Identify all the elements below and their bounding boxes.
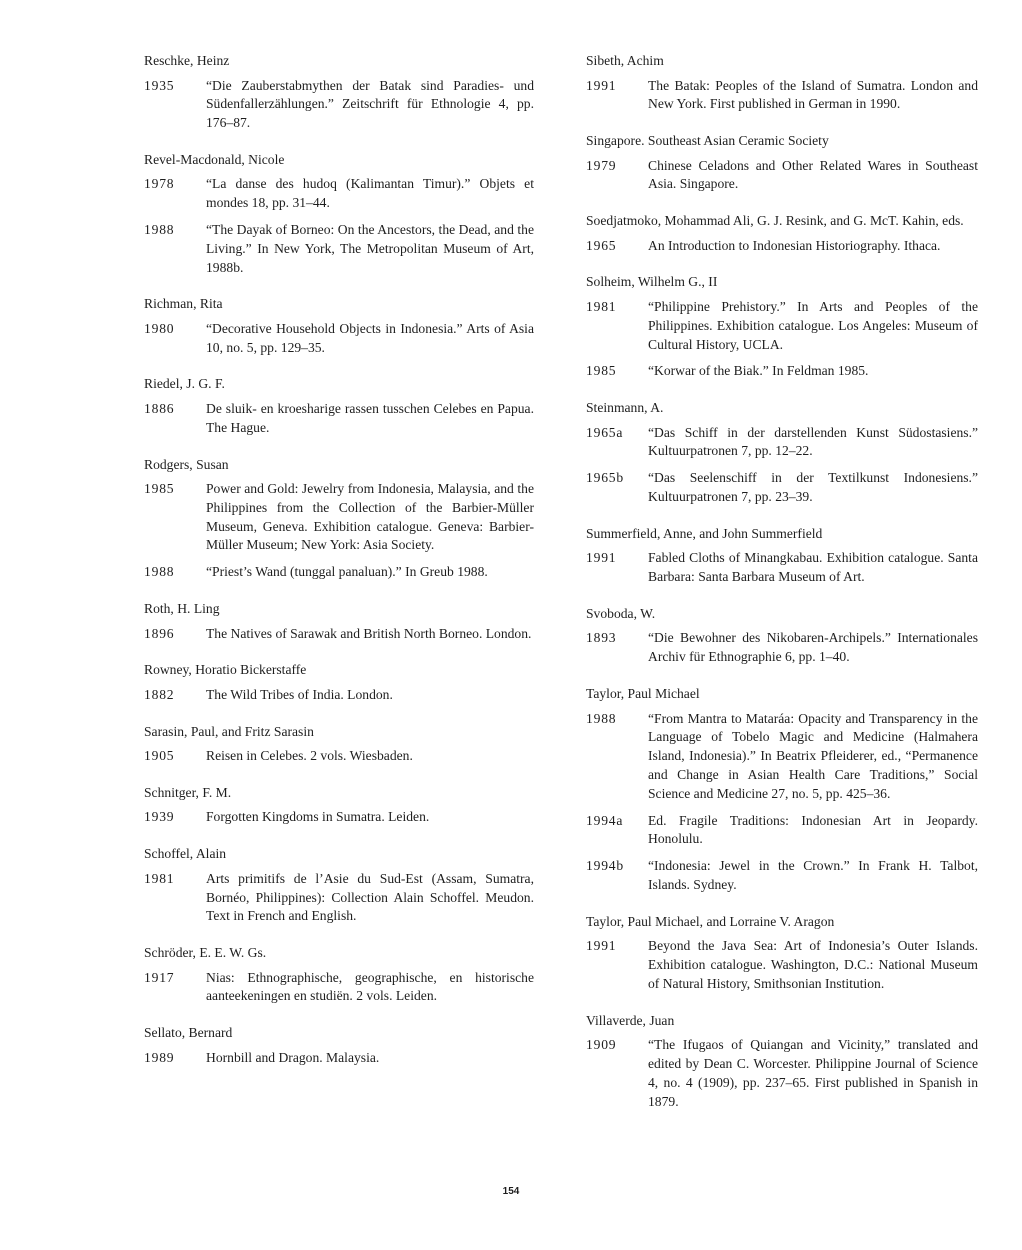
entry-list xyxy=(144,1049,534,1068)
bibliography-entry xyxy=(144,320,534,358)
author-heading: Soedjatmoko, Mohammad Ali, G. J. Resink, and G. McT. Kahin, eds. xyxy=(586,213,964,229)
bibliography-entry xyxy=(144,400,534,438)
bibliography-entry xyxy=(586,469,978,507)
bibliography-block xyxy=(144,661,534,704)
entry-citation: The Batak: Peoples of the Island of Sumatra. London and New York. First published in German in 1990. xyxy=(648,77,978,112)
entry-list xyxy=(144,969,534,1007)
bibliography-block xyxy=(586,525,978,587)
entry-citation: De sluik- en kroesharige rassen tusschen Celebes en Papua. The Hague. xyxy=(206,400,534,435)
entry-citation: Arts primitifs de l’Asie du Sud-Est (Assam, Sumatra, Bornéo, Philippines): Collection Alain Schoffel. Meudon. Text in French and English. xyxy=(206,870,534,924)
author-heading: Taylor, Paul Michael, and Lorraine V. Aragon xyxy=(586,913,835,929)
entry-list xyxy=(144,400,534,438)
entry-year: 1978 xyxy=(144,176,175,192)
author-heading: Svoboda, W. xyxy=(586,605,656,621)
entry-citation: An Introduction to Indonesian Historiography. Ithaca. xyxy=(648,237,941,253)
entry-list xyxy=(586,1036,978,1111)
bibliography-entry xyxy=(586,77,978,115)
bibliography-entry xyxy=(144,563,534,582)
bibliography-entry xyxy=(586,857,978,895)
bibliography-entry xyxy=(586,1036,978,1111)
bibliography-block xyxy=(144,600,534,643)
author-heading: Schoffel, Alain xyxy=(144,846,227,862)
entry-year: 1979 xyxy=(586,157,617,173)
bibliography-entry xyxy=(144,625,534,644)
entry-year: 1985 xyxy=(144,481,175,497)
author-heading: Rowney, Horatio Bickerstaffe xyxy=(144,662,307,678)
bibliography-block xyxy=(144,375,534,437)
entry-year: 1917 xyxy=(144,969,175,985)
entry-citation: Power and Gold: Jewelry from Indonesia, Malaysia, and the Philippines from the Collection of the Barbier-Müller Museum, Geneva. Exhibition catalogue. Geneva: Barbier-Müller Museum; New York: Asia Society. xyxy=(206,481,534,553)
bibliography-entry xyxy=(144,77,534,133)
entry-list xyxy=(144,480,534,582)
entry-year: 1909 xyxy=(586,1037,617,1053)
bibliography-entry xyxy=(586,937,978,993)
page-number: 154 xyxy=(502,1186,520,1197)
entry-year: 1886 xyxy=(144,400,175,416)
entry-year: 1988 xyxy=(144,221,175,237)
bibliography-entry xyxy=(586,157,978,195)
entry-citation: “From Mantra to Mataráa: Opacity and Transparency in the Language of Tobelo Magic and Medicine (Halmahera Island, Indonesia).” In Beatrix Pfleiderer, ed., “Permanence and Change in Asian Health Care Traditions,” Social Science and Medicine 27, no. 5, pp. 425–36. xyxy=(648,710,978,801)
entry-year: 1991 xyxy=(586,550,617,566)
entry-list xyxy=(144,686,534,705)
entry-citation: “The Ifugaos of Quiangan and Vicinity,” translated and edited by Dean C. Worcester. Philippine Journal of Science 4, no. 4 (1909), pp. 237–65. First published in Spanish in 1879. xyxy=(648,1037,978,1109)
author-heading: Richman, Rita xyxy=(144,296,223,312)
bibliography-entry xyxy=(586,629,978,667)
bibliography-entry xyxy=(144,747,534,766)
entry-list xyxy=(586,77,978,115)
entry-year: 1965 xyxy=(586,237,617,253)
entry-list xyxy=(144,175,534,277)
bibliography-block xyxy=(144,1024,534,1067)
bibliography-entry xyxy=(586,424,978,462)
entry-list xyxy=(144,870,534,926)
bibliography-block xyxy=(144,784,534,827)
entry-citation: “Die Bewohner des Nikobaren-Archipels.” Internationales Archiv für Ethnographie 6, pp. 1–40. xyxy=(648,630,978,665)
bibliography-block xyxy=(586,212,978,255)
bibliography-entry xyxy=(144,175,534,213)
entry-citation: Hornbill and Dragon. Malaysia. xyxy=(206,1049,380,1065)
entry-citation: “Philippine Prehistory.” In Arts and Peoples of the Philippines. Exhibition catalogue. Los Angeles: Museum of Cultural History, UCLA. xyxy=(648,298,978,352)
entry-citation: The Natives of Sarawak and British North Borneo. London. xyxy=(206,625,532,641)
bibliography-block xyxy=(144,456,534,582)
bibliography-block xyxy=(586,399,978,507)
bibliography-block xyxy=(144,295,534,357)
left-column xyxy=(144,52,534,1086)
entry-citation: Chinese Celadons and Other Related Wares in Southeast Asia. Singapore. xyxy=(648,157,978,192)
bibliography-block xyxy=(144,845,534,926)
entry-citation: “Korwar of the Biak.” In Feldman 1985. xyxy=(648,363,869,379)
bibliography-entry xyxy=(144,969,534,1007)
entry-year: 1981 xyxy=(144,870,175,886)
entry-citation: Nias: Ethnographische, geographische, en historische aanteekeningen en studiën. 2 vols. Leiden. xyxy=(206,969,534,1004)
entry-list xyxy=(586,549,978,587)
entry-list xyxy=(144,320,534,358)
bibliography-block xyxy=(586,685,978,895)
entry-list xyxy=(586,157,978,195)
entry-year: 1935 xyxy=(144,77,175,93)
author-heading: Solheim, Wilhelm G., II xyxy=(586,274,718,290)
entry-citation: Reisen in Celebes. 2 vols. Wiesbaden. xyxy=(206,748,413,764)
entry-year: 1896 xyxy=(144,625,175,641)
author-heading: Villaverde, Juan xyxy=(586,1012,675,1028)
entry-citation: “La danse des hudoq (Kalimantan Timur).” Objets et mondes 18, pp. 31–44. xyxy=(206,176,534,211)
entry-list xyxy=(144,625,534,644)
entry-year: 1980 xyxy=(144,320,175,336)
entry-citation: “Decorative Household Objects in Indonesia.” Arts of Asia 10, no. 5, pp. 129–35. xyxy=(206,320,534,355)
author-heading: Roth, H. Ling xyxy=(144,601,220,617)
entry-year: 1965a xyxy=(586,424,624,440)
entry-list xyxy=(144,747,534,766)
entry-year: 1905 xyxy=(144,748,175,764)
author-heading: Rodgers, Susan xyxy=(144,456,229,472)
bibliography-entry xyxy=(586,298,978,354)
bibliography-block xyxy=(586,273,978,381)
entry-citation: Forgotten Kingdoms in Sumatra. Leiden. xyxy=(206,809,430,825)
bibliography-entry xyxy=(144,686,534,705)
bibliography-entry xyxy=(144,1049,534,1068)
entry-list xyxy=(586,937,978,993)
entry-list xyxy=(586,237,978,256)
entry-year: 1991 xyxy=(586,77,617,93)
entry-year: 1994a xyxy=(586,812,624,828)
bibliography-entry xyxy=(586,362,978,381)
entry-list xyxy=(586,298,978,381)
entry-list xyxy=(144,77,534,133)
entry-list xyxy=(586,710,978,895)
author-heading: Summerfield, Anne, and John Summerfield xyxy=(586,525,823,541)
entry-citation: “Das Seelenschiff in der Textilkunst Indonesiens.” Kultuurpatronen 7, pp. 23–39. xyxy=(648,470,978,505)
bibliography-block xyxy=(586,132,978,194)
author-heading: Revel-Macdonald, Nicole xyxy=(144,151,285,167)
bibliography-entry xyxy=(144,480,534,555)
entry-list xyxy=(586,424,978,507)
author-heading: Sarasin, Paul, and Fritz Sarasin xyxy=(144,723,314,739)
entry-year: 1939 xyxy=(144,809,175,825)
entry-year: 1989 xyxy=(144,1049,175,1065)
author-heading: Singapore. Southeast Asian Ceramic Society xyxy=(586,133,829,149)
bibliography-entry xyxy=(144,808,534,827)
author-heading: Reschke, Heinz xyxy=(144,53,230,68)
author-heading: Schröder, E. E. W. Gs. xyxy=(144,945,267,961)
entry-year: 1985 xyxy=(586,363,617,379)
bibliography-block xyxy=(144,52,534,133)
entry-citation: “Das Schiff in der darstellenden Kunst Südostasiens.” Kultuurpatronen 7, pp. 12–22. xyxy=(648,424,978,459)
entry-citation: Fabled Cloths of Minangkabau. Exhibition catalogue. Santa Barbara: Santa Barbara Museum of Art. xyxy=(648,550,978,585)
author-heading: Sellato, Bernard xyxy=(144,1025,233,1041)
entry-year: 1882 xyxy=(144,686,175,702)
entry-citation: “Indonesia: Jewel in the Crown.” In Frank H. Talbot, Islands. Sydney. xyxy=(648,858,978,892)
entry-citation: “Die Zauberstabmythen der Batak sind Paradies- und Südenfallerzählungen.” Zeitschrift für Ethnologie 4, pp. 176–87. xyxy=(206,77,534,131)
entry-year: 1991 xyxy=(586,938,617,954)
entry-citation: “The Dayak of Borneo: On the Ancestors, the Dead, and the Living.” In New York, The Metropolitan Museum of Art, 1988b. xyxy=(206,221,534,275)
author-heading: Riedel, J. G. F. xyxy=(144,376,225,392)
bibliography-block xyxy=(586,1012,978,1112)
entry-year: 1981 xyxy=(586,298,617,314)
bibliography-block xyxy=(144,723,534,766)
bibliography-block xyxy=(144,151,534,277)
entry-citation: Ed. Fragile Traditions: Indonesian Art in Jeopardy. Honolulu. xyxy=(648,812,978,847)
bibliography-entry xyxy=(586,710,978,804)
entry-year: 1988 xyxy=(144,564,175,580)
bibliography-entry xyxy=(586,237,978,256)
entry-list xyxy=(144,808,534,827)
bibliography-block xyxy=(586,52,978,114)
bibliography-block xyxy=(586,605,978,667)
entry-list xyxy=(586,629,978,667)
entry-citation: “Priest’s Wand (tunggal panaluan).” In Greub 1988. xyxy=(206,564,488,580)
bibliography-entry xyxy=(586,812,978,850)
author-heading: Schnitger, F. M. xyxy=(144,784,232,800)
right-column xyxy=(586,52,978,1129)
bibliography-entry xyxy=(586,549,978,587)
entry-year: 1893 xyxy=(586,630,617,646)
author-heading: Steinmann, A. xyxy=(586,400,664,416)
bibliography-block xyxy=(144,944,534,1006)
author-heading: Taylor, Paul Michael xyxy=(586,686,700,702)
entry-citation: The Wild Tribes of India. London. xyxy=(206,686,393,702)
bibliography-entry xyxy=(144,870,534,926)
entry-citation: Beyond the Java Sea: Art of Indonesia’s Outer Islands. Exhibition catalogue. Washington, D.C.: National Museum of Natural History, Smithsonian Institution. xyxy=(648,938,978,991)
entry-year: 1988 xyxy=(586,710,617,726)
author-heading: Sibeth, Achim xyxy=(586,53,664,68)
bibliography-block xyxy=(586,913,978,994)
bibliography-entry xyxy=(144,221,534,277)
entry-year: 1965b xyxy=(586,470,624,486)
entry-year: 1994b xyxy=(586,858,624,874)
